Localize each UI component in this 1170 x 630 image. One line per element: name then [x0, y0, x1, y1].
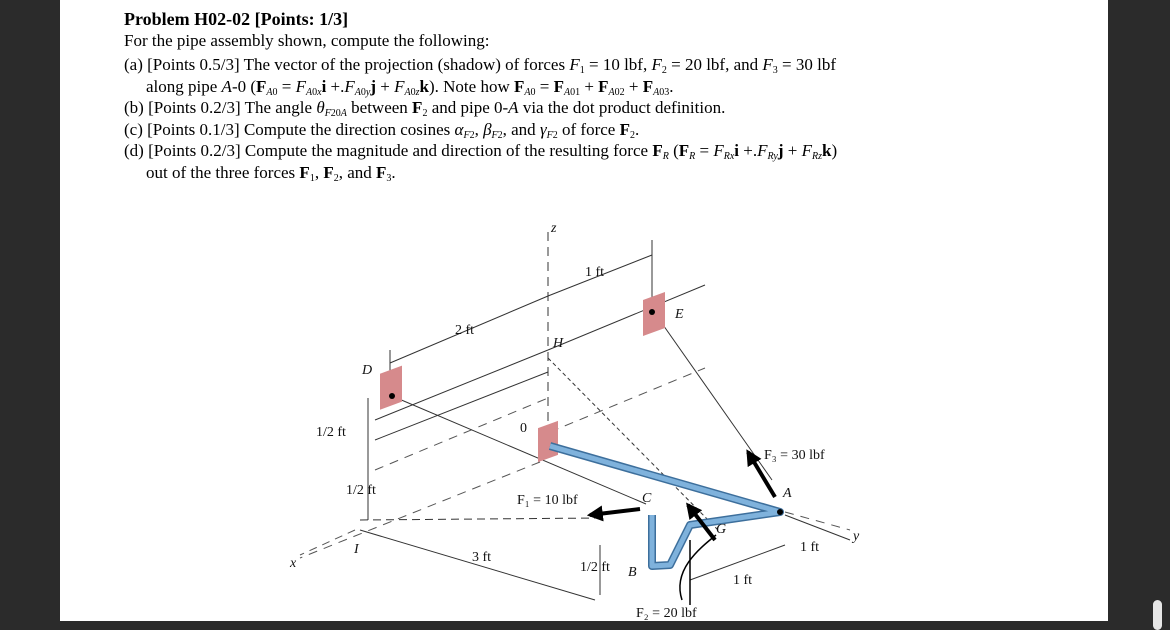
label-dim-1ft-right: 1 ft — [800, 540, 820, 555]
label-y-axis: y — [853, 529, 860, 544]
label-dim-1ft-bottom: 1 ft — [733, 573, 753, 588]
label-point-C: C — [642, 491, 652, 506]
ground-dashed — [360, 518, 600, 520]
label-dim-half-ft-bottom: 1/2 ft — [580, 560, 610, 575]
label-point-I: I — [354, 542, 359, 557]
point-E-dot — [649, 309, 655, 315]
force-F2-curve — [680, 535, 716, 600]
point-D-dot — [389, 393, 395, 399]
x-axis-extension — [300, 530, 355, 555]
part-a: (a) [Points 0.5/3] The vector of the projection (shadow) of forces $F_1 = 10$ lbf, $F_2 = 20$ lbf, and $F_3 = 30$ lbf along pipe A-0 $(F_{A0} = F_{A0x}i +.F_{A0y}j + F_{A0z}k)$. Note how $F_{A0} = F_{A01} + F_{A02} + F_{A03}$. — [124, 55, 837, 98]
part-b: (b) [Points 0.2/3] The angle $\theta_{F20A}$ between $F_2$ and pipe 0-A via the dot product definition. — [124, 98, 726, 119]
label-x-axis: x — [290, 556, 297, 571]
part-d: (d) [Points 0.2/3] Compute the magnitude and direction of the resulting force $F_R$ $(F_R = F_{Rx}i +.F_{Ry}j + F_{Rz}k)$ out of the three forces $F_1$, $F_2$, and $F_3$. — [124, 141, 838, 184]
label-force-F2: F₂ = 20 lbf — [636, 606, 697, 621]
label-dim-2ft: 2 ft — [455, 323, 475, 338]
wall-plate-O — [538, 421, 558, 462]
scrollbar-thumb[interactable] — [1153, 600, 1162, 630]
label-point-B: B — [628, 565, 637, 580]
label-point-G: G — [716, 522, 727, 537]
problem-intro: For the pipe assembly shown, compute the following: — [124, 31, 490, 50]
dim-1ft-right-line — [785, 515, 850, 540]
label-dim-1ft-top: 1 ft — [585, 265, 605, 280]
wall-base-dashed — [550, 368, 705, 432]
label-z-axis: z — [551, 221, 557, 236]
problem-title: Problem H02-02 [Points: 1/3] — [124, 9, 349, 29]
label-dim-3ft: 3 ft — [472, 550, 492, 565]
force-F1-arrow — [590, 509, 640, 515]
part-c: (c) [Points 0.1/3] Compute the direction cosines $\alpha_{F2}$, $\beta_{F2}$, and $\gamma_{F2}$ of force $F_2$. — [124, 119, 640, 141]
label-force-F1: F₁ = 10 lbf — [517, 493, 578, 508]
label-dim-half-ft-lower: 1/2 ft — [346, 483, 376, 498]
cable-D-to-C — [392, 396, 646, 504]
dim-3ft-line — [360, 530, 595, 600]
label-point-E: E — [675, 307, 684, 322]
wall-plate-D — [380, 366, 402, 410]
label-point-H: H — [553, 336, 564, 351]
label-force-F3: F₃ = 30 lbf — [764, 448, 825, 463]
label-point-A: A — [783, 486, 792, 501]
label-point-D: D — [362, 363, 373, 378]
cable-E-to-A — [654, 312, 772, 480]
pipe-assembly — [550, 446, 780, 566]
point-A-dot — [777, 509, 783, 515]
label-point-O: 0 — [520, 421, 527, 436]
label-dim-half-ft-upper: 1/2 ft — [316, 425, 346, 440]
x-axis-line — [300, 462, 540, 558]
